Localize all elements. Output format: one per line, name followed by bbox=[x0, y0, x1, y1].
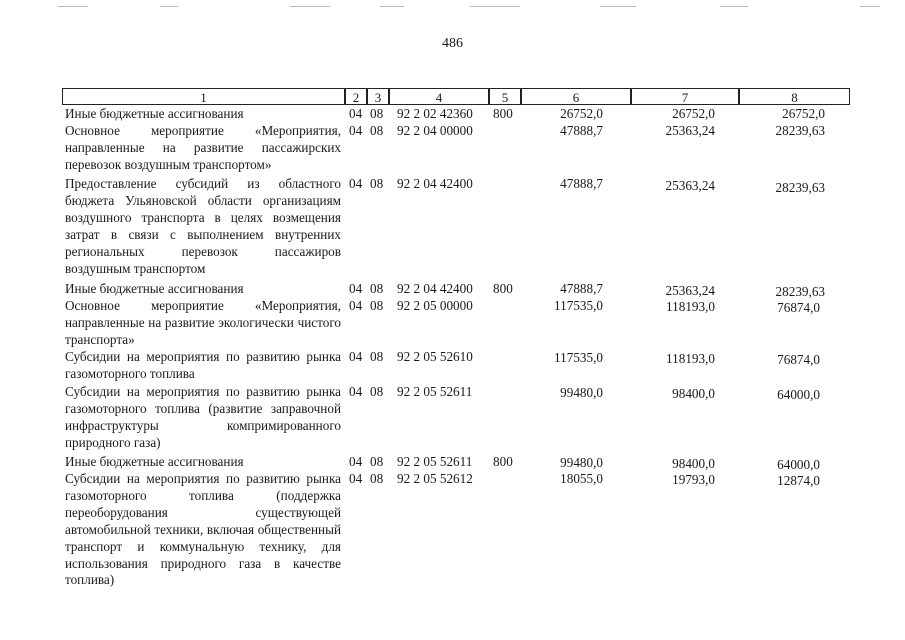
row-amount-3: 76874,0 bbox=[777, 352, 820, 367]
row-target-code: 92 2 05 52610 bbox=[397, 349, 473, 364]
row-subsection: 08 bbox=[370, 349, 384, 364]
row-section: 04 bbox=[349, 123, 363, 138]
row-subsection: 08 bbox=[370, 454, 384, 469]
row-amount-2: 25363,24 bbox=[665, 123, 715, 138]
header-cell-2: 2 bbox=[345, 88, 367, 105]
row-target-code: 92 2 02 42360 bbox=[397, 106, 473, 121]
row-amount-1: 117535,0 bbox=[554, 350, 603, 365]
row-subsection: 08 bbox=[370, 176, 384, 191]
row-section: 04 bbox=[349, 106, 363, 121]
row-description: Основное мероприятие «Мероприятия, направленные на развитие экологически чистого транспорта» bbox=[65, 298, 341, 347]
row-expense-type: 800 bbox=[493, 281, 513, 296]
row-target-code: 92 2 04 42400 bbox=[397, 281, 473, 296]
row-amount-2: 118193,0 bbox=[666, 351, 715, 366]
row-amount-1: 47888,7 bbox=[560, 281, 603, 296]
header-cell-6: 6 bbox=[521, 88, 631, 105]
row-amount-2: 26752,0 bbox=[672, 106, 715, 121]
row-description: Основное мероприятие «Мероприятия, направленные на развитие пассажирских перевозок воздушным транспортом» bbox=[65, 123, 341, 172]
header-cell-1: 1 bbox=[62, 88, 345, 105]
row-description: Иные бюджетные ассигнования bbox=[65, 281, 244, 296]
row-amount-1: 18055,0 bbox=[560, 471, 603, 486]
page-number: 486 bbox=[442, 36, 463, 51]
row-amount-1: 47888,7 bbox=[560, 123, 603, 138]
row-amount-2: 25363,24 bbox=[665, 178, 715, 193]
row-amount-2: 25363,24 bbox=[665, 283, 715, 298]
row-subsection: 08 bbox=[370, 123, 384, 138]
row-expense-type: 800 bbox=[493, 106, 513, 121]
row-amount-3: 28239,63 bbox=[775, 123, 825, 138]
table-header bbox=[62, 88, 850, 106]
row-target-code: 92 2 05 52611 bbox=[397, 454, 473, 469]
row-subsection: 08 bbox=[370, 106, 384, 121]
row-section: 04 bbox=[349, 176, 363, 191]
row-subsection: 08 bbox=[370, 384, 384, 399]
header-cell-7: 7 bbox=[631, 88, 739, 105]
row-amount-2: 98400,0 bbox=[672, 456, 715, 471]
row-description: Иные бюджетные ассигнования bbox=[65, 454, 244, 469]
row-target-code: 92 2 05 52611 bbox=[397, 384, 473, 399]
row-section: 04 bbox=[349, 349, 363, 364]
row-amount-1: 99480,0 bbox=[560, 385, 603, 400]
row-section: 04 bbox=[349, 384, 363, 399]
row-amount-2: 98400,0 bbox=[672, 386, 715, 401]
row-amount-3: 12874,0 bbox=[777, 473, 820, 488]
row-amount-3: 26752,0 bbox=[782, 106, 825, 121]
row-description: Субсидии на мероприятия по развитию рынка газомоторного топлива bbox=[65, 349, 341, 381]
row-amount-1: 47888,7 bbox=[560, 176, 603, 191]
row-expense-type: 800 bbox=[493, 454, 513, 469]
row-amount-1: 26752,0 bbox=[560, 106, 603, 121]
row-section: 04 bbox=[349, 454, 363, 469]
row-subsection: 08 bbox=[370, 471, 384, 486]
row-amount-3: 76874,0 bbox=[777, 300, 820, 315]
header-cell-3: 3 bbox=[367, 88, 389, 105]
header-cell-8: 8 bbox=[739, 88, 850, 105]
header-cell-5: 5 bbox=[489, 88, 521, 105]
row-amount-3: 64000,0 bbox=[777, 387, 820, 402]
row-target-code: 92 2 05 00000 bbox=[397, 298, 473, 313]
row-target-code: 92 2 04 42400 bbox=[397, 176, 473, 191]
row-description: Субсидии на мероприятия по развитию рынка газомоторного топлива (развитие заправочной инфраструктуры компримированного природного газа) bbox=[65, 384, 341, 450]
row-subsection: 08 bbox=[370, 298, 384, 313]
row-description: Иные бюджетные ассигнования bbox=[65, 106, 244, 121]
row-amount-2: 118193,0 bbox=[666, 299, 715, 314]
row-section: 04 bbox=[349, 471, 363, 486]
row-amount-1: 117535,0 bbox=[554, 298, 603, 313]
scan-artifacts bbox=[0, 0, 905, 12]
row-target-code: 92 2 04 00000 bbox=[397, 123, 473, 138]
row-description: Предоставление субсидий из областного бюджета Ульяновской области организациям воздушного транспорта в целях возмещения затрат в связи с выполнением внутренних региональных перевозок пассажиров воздушным транспортом bbox=[65, 176, 341, 276]
row-section: 04 bbox=[349, 281, 363, 296]
header-cell-4: 4 bbox=[389, 88, 489, 105]
row-subsection: 08 bbox=[370, 281, 384, 296]
row-amount-3: 28239,63 bbox=[775, 284, 825, 299]
row-amount-1: 99480,0 bbox=[560, 455, 603, 470]
row-amount-2: 19793,0 bbox=[672, 472, 715, 487]
row-section: 04 bbox=[349, 298, 363, 313]
row-amount-3: 28239,63 bbox=[775, 180, 825, 195]
row-target-code: 92 2 05 52612 bbox=[397, 471, 473, 486]
row-amount-3: 64000,0 bbox=[777, 457, 820, 472]
row-description: Субсидии на мероприятия по развитию рынка газомоторного топлива (поддержка переоборудования существующей автомобильной техники, включая общественный транспорт и коммунальную технику, для использования природного газа в качестве топлива) bbox=[65, 471, 341, 588]
